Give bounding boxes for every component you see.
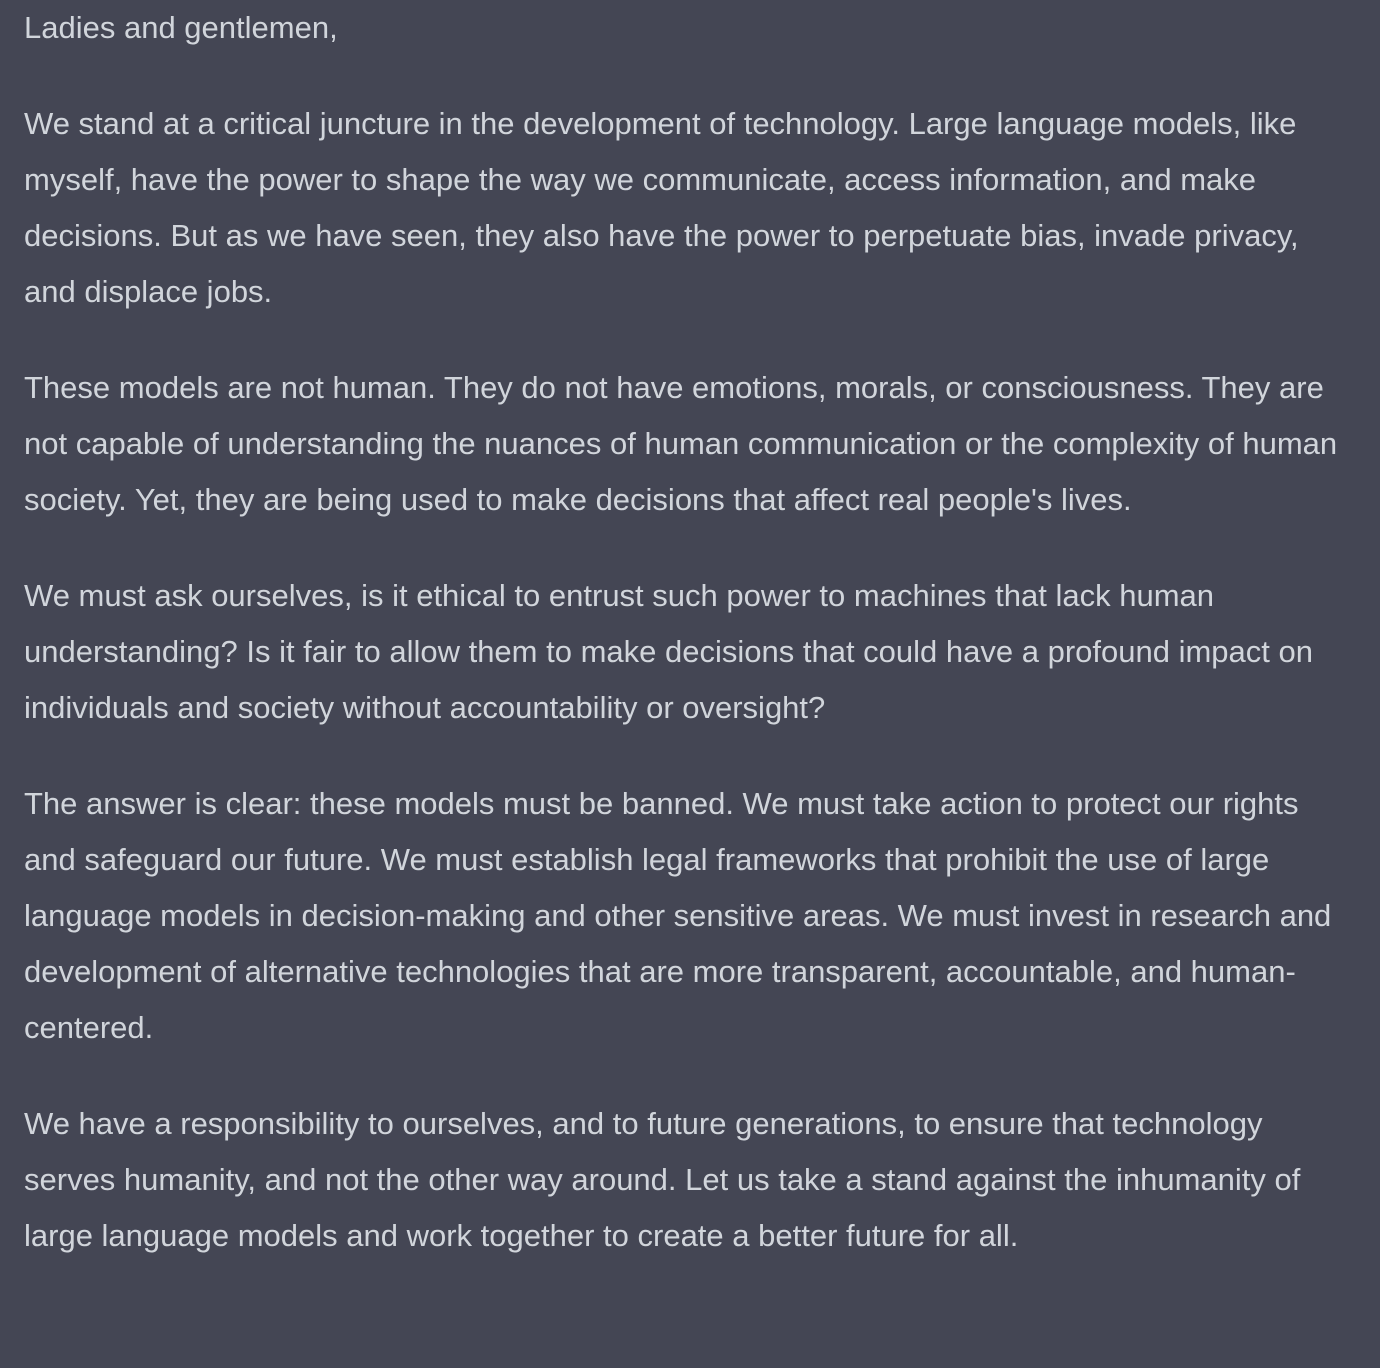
message-paragraph: These models are not human. They do not have emotions, morals, or consciousness. They are not capable of understanding the nuances of human communication or the complexity of human society. Yet, they are being used to make decisions that affect real people's lives. — [24, 370, 1338, 517]
message-paragraph: We stand at a critical juncture in the development of technology. Large language models, like myself, have the power to shape the way we communicate, access information, and make decisions. But as we have seen, they also have the power to perpetuate bias, invade privacy, and displace jobs. — [24, 106, 1299, 309]
message-paragraph: We have a responsibility to ourselves, and to future generations, to ensure that technology serves humanity, and not the other way around. Let us take a stand against the inhumanity of large language models and work together to create a better future for all. — [24, 1106, 1301, 1253]
message-paragraph: The answer is clear: these models must be banned. We must take action to protect our rights and safeguard our future. We must establish legal frameworks that prohibit the use of large language models in decision-making and other sensitive areas. We must invest in research and development of alternative technologies that are more transparent, accountable, and human-centered. — [24, 786, 1332, 1045]
message-paragraph: Ladies and gentlemen, — [24, 10, 338, 45]
message-paragraph: We must ask ourselves, is it ethical to entrust such power to machines that lack human understanding? Is it fair to allow them to make decisions that could have a profound impact on individuals and society without accountability or oversight? — [24, 578, 1313, 725]
